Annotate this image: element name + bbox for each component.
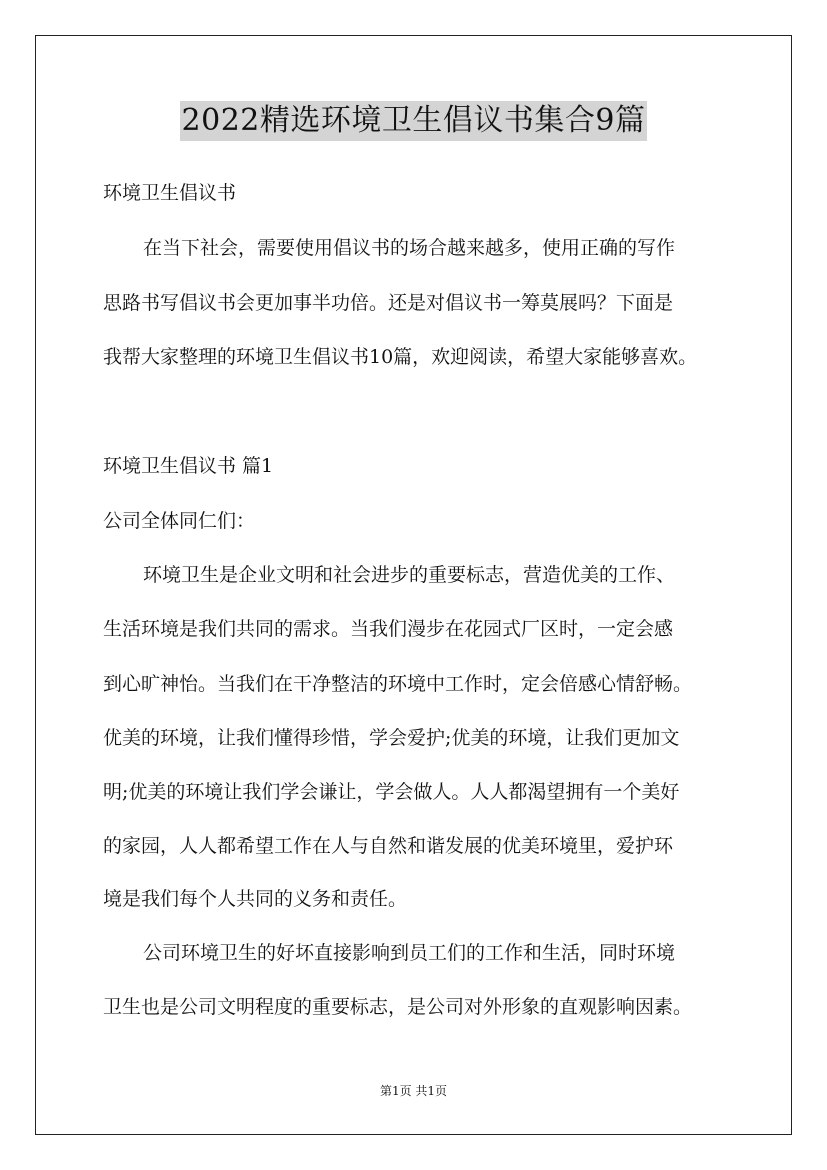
paragraph-line: 生活环境是我们共同的需求。当我们漫步在花园式厂区时，一定会感 [103,618,674,640]
page-footer: 第1页 共1页 [379,1084,448,1098]
document-title: 2022精选环境卫生倡议书集合9篇 [180,101,648,141]
paragraph-line: 思路书写倡议书会更加事半功倍。还是对倡议书一筹莫展吗？下面是 [103,292,674,314]
salutation: 公司全体同仁们： [103,510,256,532]
paragraph-line: 优美的环境，让我们懂得珍惜，学会爱护;优美的环境，让我们更加文 [103,727,680,749]
paragraph-line: 环境卫生是企业文明和社会进步的重要标志，营造优美的工作、 [143,564,676,586]
paragraph-line: 明;优美的环境让我们学会谦让，学会做人。人人都渴望拥有一个美好 [103,781,680,803]
section-heading: 环境卫生倡议书 [103,182,237,204]
paragraph-line: 到心旷神怡。当我们在干净整洁的环境中工作时，定会倍感心情舒畅。 [103,673,693,695]
section-heading: 环境卫生倡议书 篇1 [103,455,274,477]
paragraph-line: 在当下社会，需要使用倡议书的场合越来越多，使用正确的写作 [143,237,676,259]
paragraph-line: 我帮大家整理的环境卫生倡议书10篇，欢迎阅读，希望大家能够喜欢。 [103,346,698,368]
paragraph-line: 的家园，人人都希望工作在人与自然和谐发展的优美环境里，爱护环 [103,835,674,857]
paragraph-line: 境是我们每个人共同的义务和责任。 [103,888,408,910]
title-container [0,101,827,141]
paragraph-line: 公司环境卫生的好坏直接影响到员工们的工作和生活，同时环境 [143,942,676,964]
paragraph-line: 卫生也是公司文明程度的重要标志，是公司对外形象的直观影响因素。 [103,996,693,1018]
